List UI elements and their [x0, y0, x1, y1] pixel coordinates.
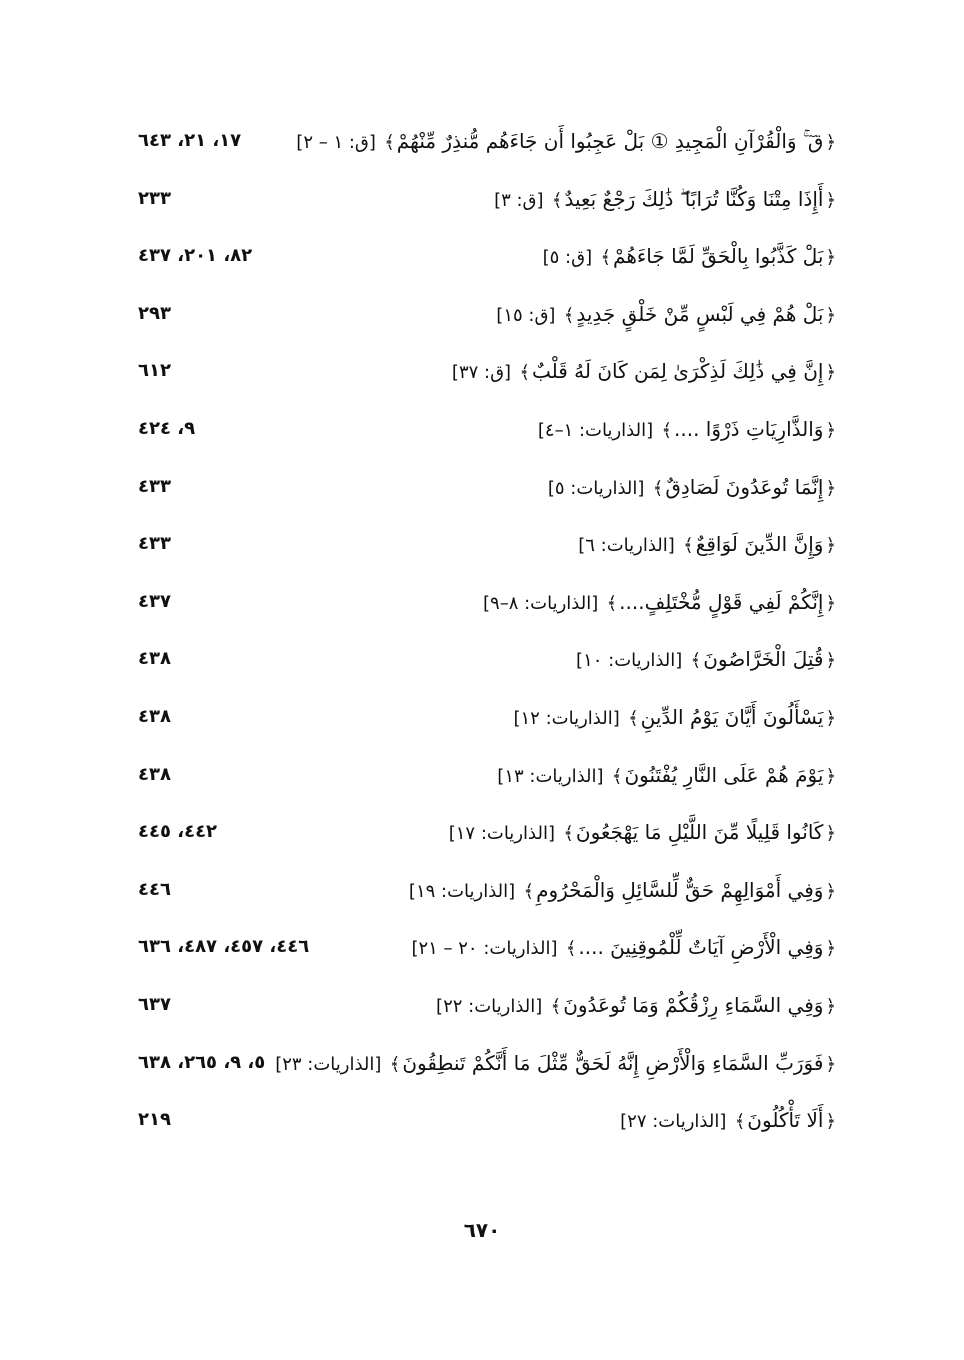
ornament-open: ﴿ — [825, 995, 836, 1017]
verse-entry — [275, 1048, 838, 1080]
ornament-close: ﴾ — [734, 1111, 746, 1133]
surah-reference: [الذاريات: ١٣] — [497, 765, 604, 787]
verse-text: فَوَرَبِّ السَّمَاءِ وَالْأَرْضِ إِنَّهُ لَحَقٌّ مِّثْلَ مَا أَنَّكُمْ تَنطِقُونَ — [402, 1050, 824, 1075]
page-references: ٤٣٧ — [138, 590, 171, 612]
surah-reference: [الذاريات: ٢٠ – ٢١] — [411, 938, 558, 960]
page-references: ٦١٢ — [138, 360, 171, 382]
verse-text: وَإِنَّ الدِّينَ لَوَاقِعٌ — [695, 532, 824, 557]
ornament-close: ﴾ — [606, 592, 618, 614]
surah-reference: [ق: ١ – ٢] — [296, 132, 376, 153]
ornament-open: ﴿ — [825, 419, 836, 441]
verse-text: أَلَا تَأْكُلُونَ — [747, 1108, 824, 1133]
ornament-open: ﴿ — [825, 535, 836, 557]
page-references: ٤٣٨ — [138, 763, 171, 785]
index-row — [138, 291, 838, 349]
surah-reference: [الذاريات: ٥] — [547, 477, 645, 499]
verse-index-list — [138, 118, 838, 1155]
verse-entry — [483, 587, 838, 619]
surah-reference: [الذاريات: ١٢] — [513, 707, 620, 729]
ornament-close: ﴾ — [611, 765, 623, 787]
ornament-close: ﴾ — [563, 304, 575, 326]
verse-entry — [578, 529, 838, 561]
ornament-open: ﴿ — [825, 247, 836, 269]
surah-reference: [ق: ٣٧] — [451, 362, 512, 384]
verse-entry — [497, 760, 838, 792]
verse-text: بَلْ هُمْ فِي لَبْسٍ مِّنْ خَلْقٍ جَدِيدٍ — [576, 301, 824, 326]
surah-reference: [الذاريات: ٢٧] — [620, 1111, 727, 1133]
verse-entry — [449, 817, 838, 849]
index-row — [138, 348, 838, 406]
surah-reference: [الذاريات: ٨–٩] — [483, 592, 599, 614]
verse-entry — [576, 644, 838, 676]
ornament-open: ﴿ — [825, 650, 836, 672]
verse-text: وَالذَّارِيَاتِ ذَرْوًا .... — [674, 416, 824, 441]
verse-entry — [513, 702, 838, 734]
ornament-open: ﴿ — [825, 189, 836, 211]
index-row — [138, 521, 838, 579]
index-row — [138, 809, 838, 867]
ornament-open: ﴿ — [825, 304, 836, 326]
verse-entry — [543, 241, 838, 273]
ornament-close: ﴾ — [523, 880, 535, 902]
index-row — [138, 694, 838, 752]
ornament-close: ﴾ — [389, 1053, 401, 1075]
ornament-open: ﴿ — [825, 823, 836, 845]
verse-entry — [620, 1105, 838, 1137]
index-row — [138, 464, 838, 522]
ornament-open: ﴿ — [825, 592, 836, 614]
ornament-close: ﴾ — [551, 189, 563, 211]
index-row — [138, 176, 838, 234]
verse-entry — [409, 875, 838, 907]
ornament-close: ﴾ — [563, 823, 574, 845]
ornament-open: ﴿ — [825, 707, 836, 729]
verse-text: وَفِي الْأَرْضِ آيَاتٌ لِّلْمُوقِنِينَ .... — [578, 935, 824, 960]
page-references: ٤٤٦، ٤٥٧، ٤٨٧، ٦٣٦ — [138, 936, 310, 958]
verse-text: قُتِلَ الْخَرَّاصُونَ — [703, 647, 824, 672]
index-row — [138, 636, 838, 694]
verse-entry — [452, 356, 838, 388]
surah-reference: [الذاريات: ١–٤] — [537, 419, 654, 441]
ornament-close: ﴾ — [628, 707, 639, 729]
page-references: ٢٩٣ — [138, 302, 171, 324]
surah-reference: [الذاريات: ١٧] — [448, 823, 555, 845]
ornament-open: ﴿ — [825, 477, 836, 499]
page-references: ٤٣٣ — [138, 533, 171, 555]
page-references: ٢١٩ — [138, 1109, 171, 1131]
ornament-close: ﴾ — [550, 995, 562, 1017]
index-row — [138, 118, 838, 176]
verse-entry — [296, 126, 838, 158]
verse-text: قٓ ۚ وَالْقُرْآنِ الْمَجِيدِ ① بَلْ عَجِبُوا أَن جَاءَهُم مُّنذِرٌ مِّنْهُمْ — [396, 129, 824, 153]
ornament-open: ﴿ — [825, 1053, 836, 1075]
page-references: ٩، ٤٢٤ — [138, 417, 196, 439]
verse-entry — [436, 990, 838, 1022]
page-references: ٤٣٨ — [138, 705, 171, 727]
ornament-close: ﴾ — [519, 362, 530, 384]
verse-text: إِنَّ فِي ذَٰلِكَ لَذِكْرَىٰ لِمَن كَانَ لَهُ قَلْبٌ — [531, 359, 824, 384]
page-references: ٢٣٣ — [138, 187, 171, 209]
index-row — [138, 867, 838, 925]
surah-reference: [الذاريات: ٢٣] — [275, 1053, 382, 1075]
surah-reference: [الذاريات: ٦] — [578, 535, 675, 557]
verse-text: يَوْمَ هُمْ عَلَى النَّارِ يُفْتَنُونَ — [624, 762, 824, 787]
verse-text: إِنَّمَا تُوعَدُونَ لَصَادِقٌ — [665, 474, 824, 499]
page-references: ٦٣٧ — [138, 993, 171, 1015]
verse-text: أَإِذَا مِتْنَا وَكُنَّا تُرَابًا ۖ ذَٰلِكَ رَجْعٌ بَعِيدٌ — [564, 186, 824, 211]
ornament-close: ﴾ — [683, 535, 694, 557]
verse-entry — [496, 299, 838, 331]
index-row — [138, 406, 838, 464]
index-row — [138, 982, 838, 1040]
ornament-close: ﴾ — [690, 650, 702, 672]
verse-text: كَانُوا قَلِيلًا مِّنَ اللَّيْلِ مَا يَهْجَعُونَ — [575, 820, 824, 845]
verse-entry — [494, 184, 838, 216]
page-number: ٦٧٠ — [463, 1218, 501, 1242]
page-references: ٤٤٦ — [138, 878, 171, 900]
verse-text: وَفِي السَّمَاءِ رِزْقُكُمْ وَمَا تُوعَدُونَ — [563, 992, 824, 1017]
verse-entry — [548, 472, 838, 504]
ornament-open: ﴿ — [825, 1111, 836, 1133]
verse-text: إِنَّكُمْ لَفِي قَوْلٍ مُّخْتَلِفٍ.... — [619, 589, 824, 614]
ornament-open: ﴿ — [825, 880, 836, 902]
index-row — [138, 233, 838, 291]
surah-reference: [ق: ٣] — [494, 189, 544, 211]
ornament-open: ﴿ — [825, 132, 836, 153]
page-references: ١٧، ٢١، ٦٤٣ — [138, 130, 242, 151]
index-row — [138, 924, 838, 982]
verse-entry — [538, 414, 838, 446]
verse-text: يَسْأَلُونَ أَيَّانَ يَوْمُ الدِّينِ — [640, 704, 824, 729]
index-row — [138, 579, 838, 637]
ornament-close: ﴾ — [384, 132, 395, 153]
page-references: ٥، ٩، ٢٦٥، ٦٣٨ — [138, 1051, 266, 1073]
verse-entry — [411, 932, 838, 964]
surah-reference: [ق: ١٥] — [496, 304, 556, 326]
index-row — [138, 752, 838, 810]
page-references: ٤٤٢، ٤٤٥ — [138, 821, 218, 843]
verse-text: بَلْ كَذَّبُوا بِالْحَقِّ لَمَّا جَاءَهُمْ — [613, 244, 824, 269]
ornament-close: ﴾ — [661, 419, 673, 441]
surah-reference: [ق: ٥] — [542, 247, 593, 269]
page-references: ٤٣٨ — [138, 648, 171, 670]
ornament-open: ﴿ — [825, 362, 836, 384]
surah-reference: [الذاريات: ١٠] — [576, 650, 683, 672]
ornament-close: ﴾ — [565, 938, 577, 960]
ornament-open: ﴿ — [825, 938, 836, 960]
page-references: ٤٣٣ — [138, 475, 171, 497]
index-row — [138, 1040, 838, 1098]
ornament-close: ﴾ — [600, 247, 612, 269]
verse-text: وَفِي أَمْوَالِهِمْ حَقٌّ لِّلسَّائِلِ وَالْمَحْرُومِ — [536, 877, 824, 902]
page-references: ٨٢، ٢٠١، ٤٣٧ — [138, 245, 253, 267]
surah-reference: [الذاريات: ١٩] — [408, 880, 516, 902]
ornament-open: ﴿ — [825, 765, 836, 787]
ornament-close: ﴾ — [652, 477, 664, 499]
index-row — [138, 1097, 838, 1155]
surah-reference: [الذاريات: ٢٢] — [436, 995, 543, 1017]
